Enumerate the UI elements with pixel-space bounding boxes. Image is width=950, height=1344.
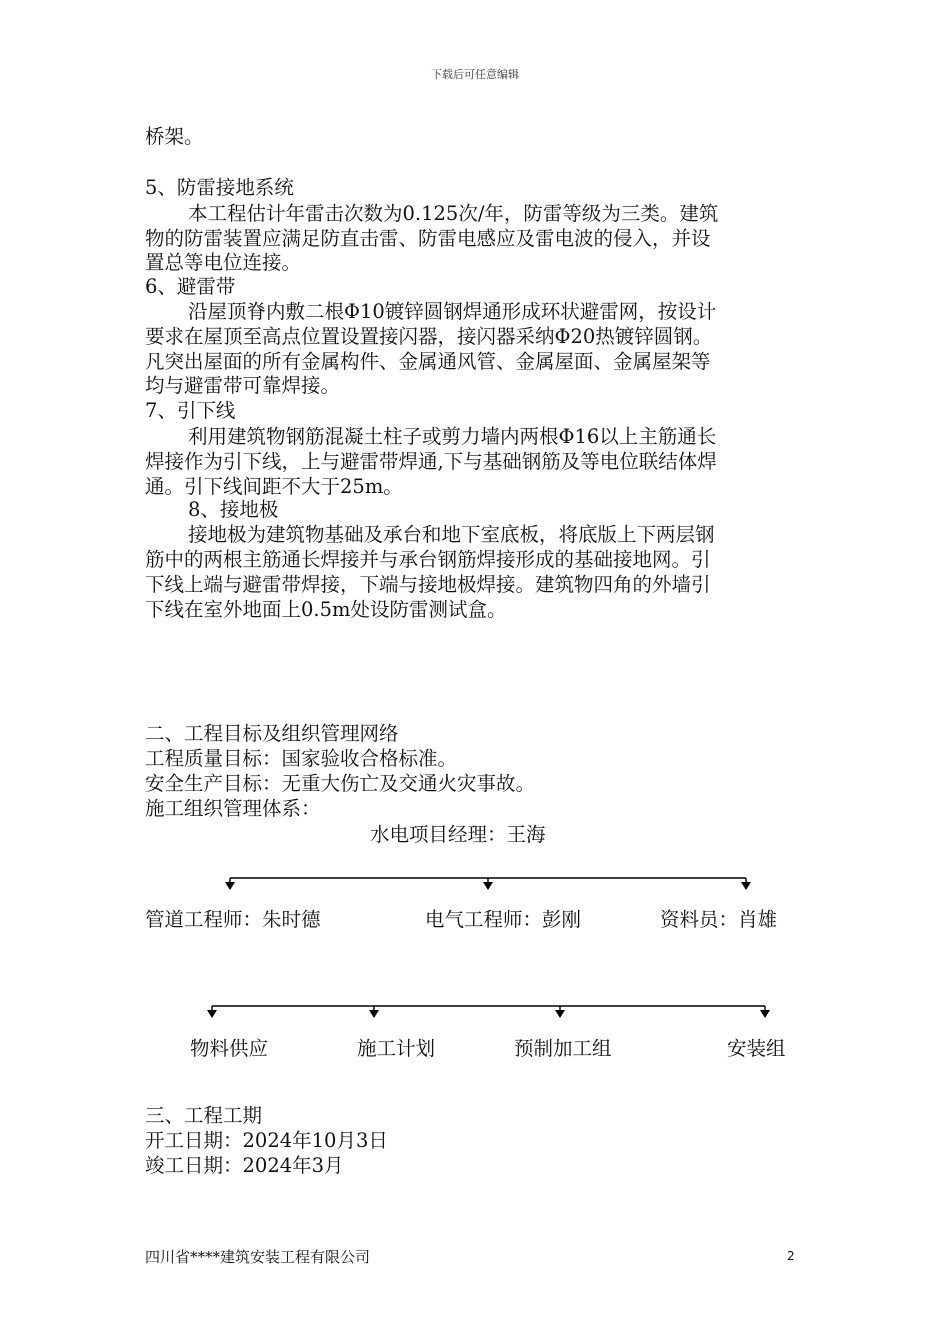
text-line: 筋中的两根主筋通长焊接并与承台钢筋焊接形成的基础接地网。引 [145,548,711,571]
text-line: 均与避雷带可靠焊接。 [145,374,341,397]
org-role-electrical-engineer: 电气工程师：彭刚 [425,908,582,931]
arrow-down-icon [555,1010,565,1018]
org-unit-materials: 物料供应 [190,1037,269,1060]
org-manager: 水电项目经理：王海 [370,823,546,846]
section-heading: 三、工程工期 [145,1104,263,1127]
footer-company: 四川省****建筑安装工程有限公司 [145,1248,371,1266]
text-line: 焊接作为引下线，上与避雷带焊通,下与基础钢筋及等电位联结体焊 [145,450,717,473]
section-heading: 二、工程目标及组织管理网络 [145,722,399,745]
org-unit-prefab: 预制加工组 [514,1037,612,1060]
org-unit-planning: 施工计划 [357,1037,436,1060]
text-line: 沿屋顶脊内敷二根Φ10镀锌圆钢焊通形成环状避雷网，按设计 [188,300,717,323]
text-line: 下线上端与避雷带焊接，下端与接地极焊接。建筑物四角的外墙引 [145,573,711,596]
page-header-note: 下载后可任意编辑 [431,68,519,81]
text-line: 工程质量目标：国家验收合格标准。 [145,747,458,770]
section-heading: 6、避雷带 [145,275,236,298]
text-line: 接地极为建筑物基础及承台和地下室底板，将底版上下两层钢 [188,523,715,546]
arrow-down-icon [741,882,751,890]
text-line: 置总等电位连接。 [145,251,302,274]
arrow-down-icon [207,1010,217,1018]
text-line: 物的防雷装置应满足防直击雷、防雷电感应及雷电波的侵入，并设 [145,227,711,250]
text-line: 凡突出屋面的所有金属构件、金属通风管、金属屋面、金属屋架等 [145,350,711,373]
text-line: 要求在屋顶至高点位置设置接闪器，接闪器采纳Φ20热镀锌圆钢。 [145,325,713,348]
end-date: 竣工日期：2024年3月 [145,1154,344,1177]
text-line: 本工程估计年雷击次数为0.125次/年，防雷等级为三类。建筑 [188,202,719,225]
arrow-down-icon [483,882,493,890]
text-line: 利用建筑物钢筋混凝土柱子或剪力墙内两根Φ16以上主筋通长 [188,425,717,448]
arrow-down-icon [369,1010,379,1018]
text-line: 下线在室外地面上0.5m处设防雷测试盒。 [145,598,507,621]
page-number: 2 [787,1249,795,1263]
section-heading: 8、接地极 [188,498,279,521]
start-date: 开工日期：2024年10月3日 [145,1129,388,1152]
org-unit-installation: 安装组 [727,1037,786,1060]
arrow-down-icon [760,1010,770,1018]
section-heading: 5、防雷接地系统 [145,176,294,199]
org-role-documentation: 资料员：肖雄 [660,908,778,931]
text-line: 安全生产目标：无重大伤亡及交通火灾事故。 [145,772,536,795]
text-line: 桥架。 [145,125,204,148]
org-role-pipe-engineer: 管道工程师：朱时德 [145,908,321,931]
text-line: 施工组织管理体系： [145,797,321,820]
text-line: 通。引下线间距不大于25m。 [145,475,403,498]
section-heading: 7、引下线 [145,399,236,422]
arrow-down-icon [225,882,235,890]
